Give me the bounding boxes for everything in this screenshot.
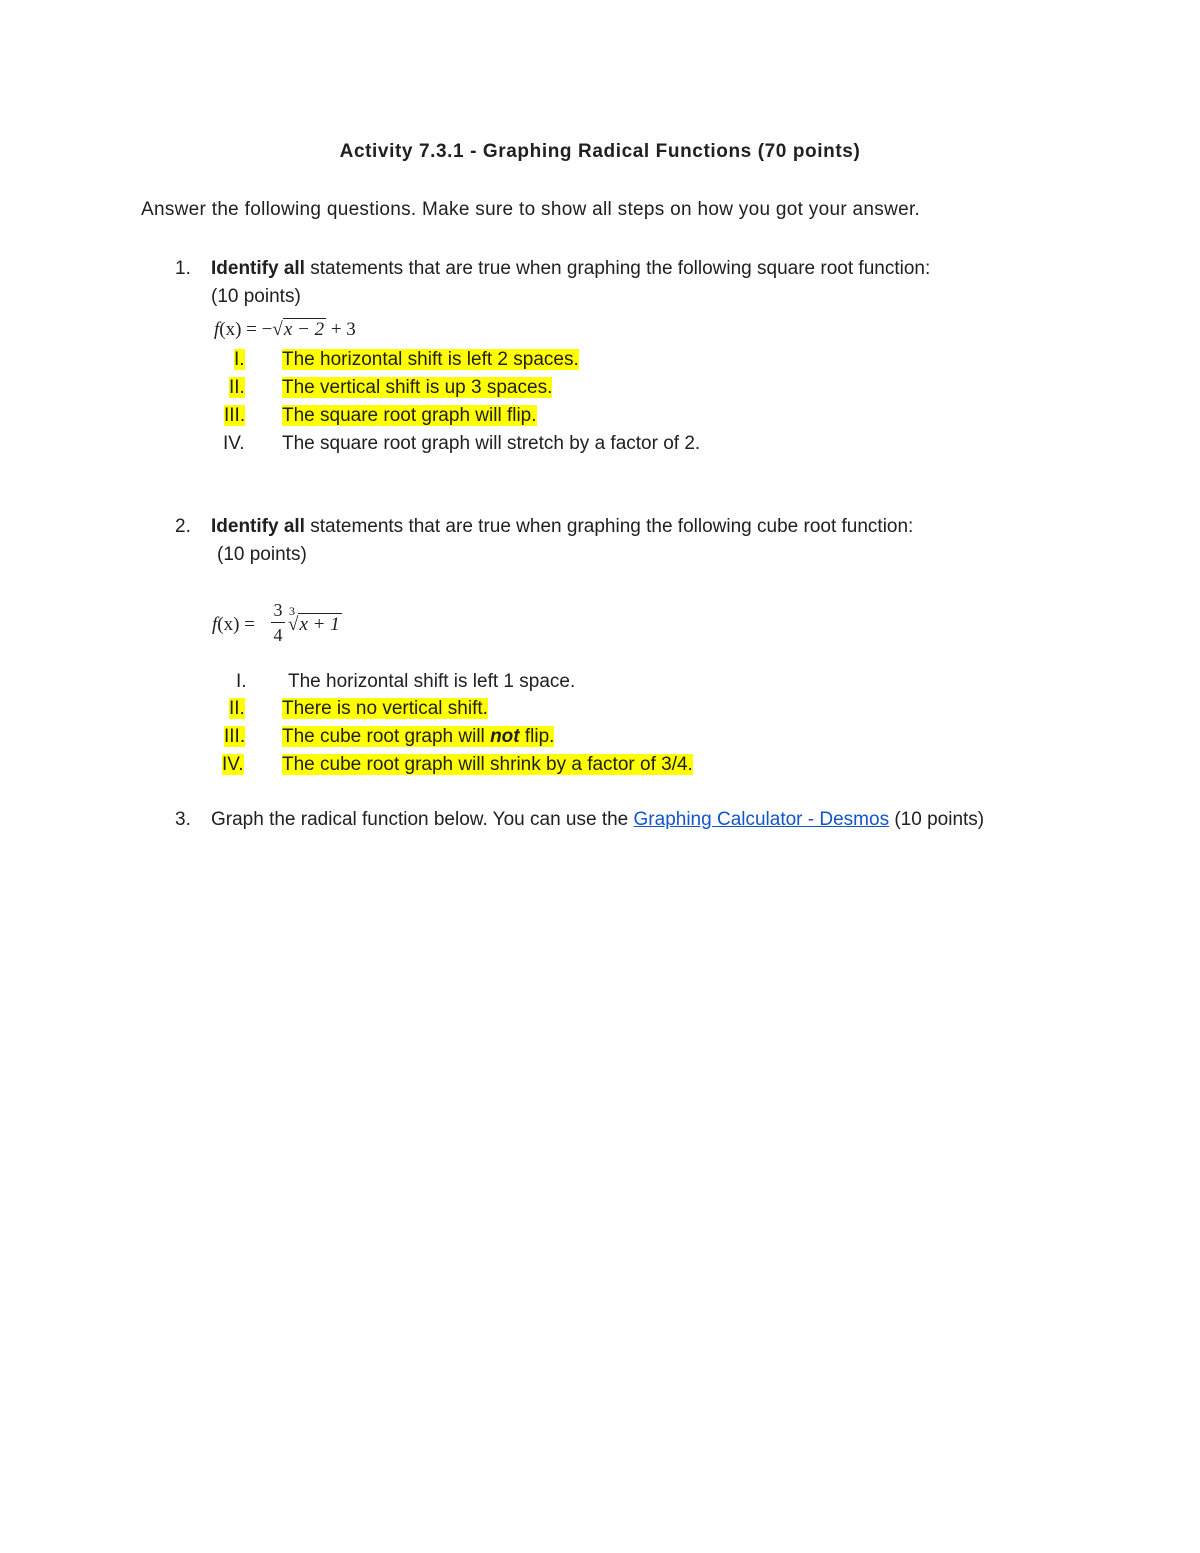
question-3-points: (10 points) xyxy=(889,809,985,830)
formula-2-index: 3 xyxy=(289,604,295,618)
q1-option-2: The vertical shift is up 3 spaces. xyxy=(282,377,553,398)
question-2-number: 2. xyxy=(175,516,191,537)
formula-2-fraction-bar xyxy=(271,622,285,623)
q2-option-3-numeral: III. xyxy=(224,726,246,747)
formula-1-radical-sign: √ xyxy=(272,319,283,340)
q2-option-3: The cube root graph will not flip. xyxy=(282,726,555,747)
emphasis-not: not xyxy=(490,726,520,747)
q1-option-4-numeral: IV. xyxy=(223,433,245,454)
q2-option-4-numeral: IV. xyxy=(222,754,244,775)
q2-option-2: There is no vertical shift. xyxy=(282,698,488,719)
q1-option-3-numeral: III. xyxy=(224,405,246,426)
formula-1-radicand: x − 2 xyxy=(283,319,325,340)
question-1-points: (10 points) xyxy=(211,286,301,307)
question-2-prompt-bold: Identify all xyxy=(211,516,305,537)
question-1-number: 1. xyxy=(175,258,191,279)
question-3-prompt xyxy=(211,809,984,831)
q2-option-4: The cube root graph will shrink by a factor of 3/4. xyxy=(282,754,693,775)
desmos-link[interactable]: Graphing Calculator - Desmos xyxy=(633,809,890,830)
page-title: Activity 7.3.1 - Graphing Radical Functions (70 points) xyxy=(339,141,861,162)
q1-option-4: The square root graph will stretch by a factor of 2. xyxy=(282,433,701,454)
question-1-prompt xyxy=(211,258,930,280)
q2-option-2-numeral: II. xyxy=(229,698,245,719)
q2-option-1-numeral: I. xyxy=(236,671,247,692)
formula-2-numerator: 3 xyxy=(273,600,283,620)
formula-2-lhs: f(x) = xyxy=(212,614,255,635)
question-3-text: Graph the radical function below. You can use the xyxy=(211,809,634,830)
question-2-prompt-rest: statements that are true when graphing the following cube root function: xyxy=(304,516,914,537)
q1-option-3: The square root graph will flip. xyxy=(282,405,537,426)
question-2-prompt xyxy=(211,516,913,538)
q1-option-1-numeral: I. xyxy=(234,349,245,370)
formula-1-tail: + 3 xyxy=(326,319,356,340)
formula-1-lhs: (x) = − xyxy=(219,319,273,340)
question-1-prompt-rest: statements that are true when graphing the following square root function: xyxy=(304,258,931,279)
formula-1-f: f xyxy=(214,319,220,340)
formula-2-denominator: 4 xyxy=(273,625,283,645)
question-1-formula xyxy=(214,319,356,341)
q2-option-1: The horizontal shift is left 1 space. xyxy=(288,671,576,692)
question-1-prompt-bold: Identify all xyxy=(211,258,305,279)
question-3-number: 3. xyxy=(175,809,191,830)
formula-2-radical: √x + 1 xyxy=(288,614,340,635)
question-2-points: (10 points) xyxy=(217,544,307,565)
instructions: Answer the following questions. Make sure to show all steps on how you got your answer. xyxy=(141,199,921,220)
q1-option-1: The horizontal shift is left 2 spaces. xyxy=(282,349,579,370)
q1-option-2-numeral: II. xyxy=(229,377,245,398)
